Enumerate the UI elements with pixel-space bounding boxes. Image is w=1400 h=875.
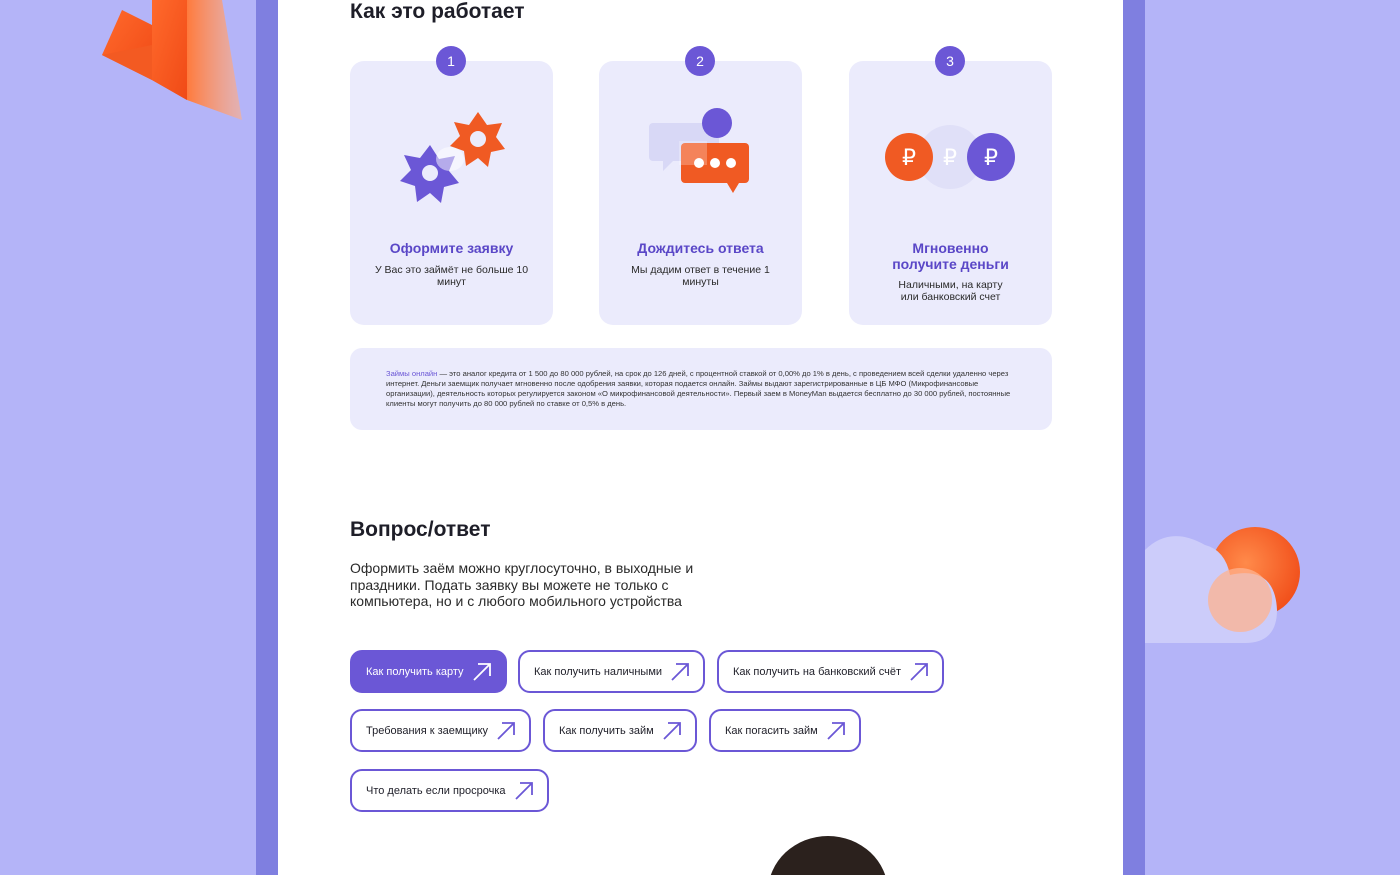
how-it-works-title: Как это работает bbox=[350, 0, 525, 23]
person-photo bbox=[768, 832, 888, 875]
info-link[interactable]: Займы онлайн bbox=[386, 369, 438, 378]
faq-button-get-cash[interactable] bbox=[518, 650, 705, 693]
faq-title: Вопрос/ответ bbox=[350, 518, 491, 541]
arrow-up-right-icon bbox=[662, 721, 682, 741]
info-box bbox=[350, 348, 1052, 430]
page-content bbox=[278, 0, 1123, 875]
step-number: 2 bbox=[685, 46, 715, 76]
faq-button-label: Как получить на банковский счёт bbox=[733, 665, 902, 678]
step-text: Мы дадим ответ в течение 1 минуты bbox=[631, 264, 770, 288]
faq-button-requirements[interactable] bbox=[350, 709, 531, 752]
info-text: — это аналог кредита от 1 500 до 80 000 рублей, на срок до 126 дней, с процентной ставкой от 0,00% до 1% в день, с проведением всей сделки удаленно через интернет. Деньги заемщик получает мгновенно после одобрения заявки, которая подается онлайн. Займы выдают зарегистрированные в ЦБ МФО (Микрофинансовые организации), деятельность которых регулируется законом «О микрофинансовой деятельности». Первый заем в MoneyMan выдается бесплатно до 30 000 рублей, постоянные клиенты могут получить до 80 000 рублей по ставке от 0,5% в день. bbox=[386, 369, 1011, 408]
faq-button-label: Как получить карту bbox=[366, 665, 464, 678]
faq-button-label: Как получить займ bbox=[559, 724, 654, 737]
faq-button-repay-loan[interactable] bbox=[709, 709, 861, 752]
arrow-up-right-icon bbox=[670, 662, 690, 682]
ruble-coins-icon bbox=[849, 101, 1052, 231]
faq-button-get-loan[interactable] bbox=[543, 709, 697, 752]
faq-button-label: Как получить наличными bbox=[534, 665, 663, 678]
faq-button-label: Требования к заемщику bbox=[366, 724, 489, 737]
step-number: 3 bbox=[935, 46, 965, 76]
step-text: Наличными, на карту или банковский счет bbox=[898, 279, 1003, 303]
faq-button-overdue[interactable] bbox=[350, 769, 549, 812]
arrow-up-right-icon bbox=[496, 721, 516, 741]
step-text: У Вас это займёт не больше 10 минут bbox=[374, 264, 529, 288]
bar-chart-decoration bbox=[92, 0, 262, 130]
step-number: 1 bbox=[436, 46, 466, 76]
svg-text:₽: ₽ bbox=[943, 146, 957, 171]
step-title: Оформите заявку bbox=[389, 240, 514, 256]
chat-bubbles-icon bbox=[599, 101, 802, 231]
cloud-sun-decoration bbox=[1145, 520, 1315, 650]
faq-button-label: Как погасить займ bbox=[725, 724, 818, 737]
arrow-up-right-icon bbox=[826, 721, 846, 741]
step-title: Дождитесь ответа bbox=[637, 240, 764, 256]
faq-button-label: Что делать если просрочка bbox=[366, 784, 506, 797]
frame-border-right bbox=[1123, 0, 1145, 875]
faq-button-get-bank-account[interactable] bbox=[717, 650, 944, 693]
arrow-up-right-icon bbox=[514, 781, 534, 801]
step-card-3 bbox=[849, 53, 1052, 325]
frame-border-left bbox=[256, 0, 278, 875]
step-card-1 bbox=[350, 53, 553, 325]
faq-button-get-card[interactable] bbox=[350, 650, 507, 693]
step-title: Мгновенно получите деньги bbox=[892, 240, 1009, 272]
svg-text:₽: ₽ bbox=[902, 146, 916, 171]
arrow-up-right-icon bbox=[472, 662, 492, 682]
arrow-up-right-icon bbox=[909, 662, 929, 682]
gears-icon bbox=[350, 101, 553, 231]
faq-description: Оформить заём можно круглосуточно, в выходные и праздники. Подать заявку вы можете не только с компьютера, но и с любого мобильного устройства bbox=[350, 560, 694, 609]
svg-text:₽: ₽ bbox=[984, 146, 998, 171]
step-card-2 bbox=[599, 53, 802, 325]
